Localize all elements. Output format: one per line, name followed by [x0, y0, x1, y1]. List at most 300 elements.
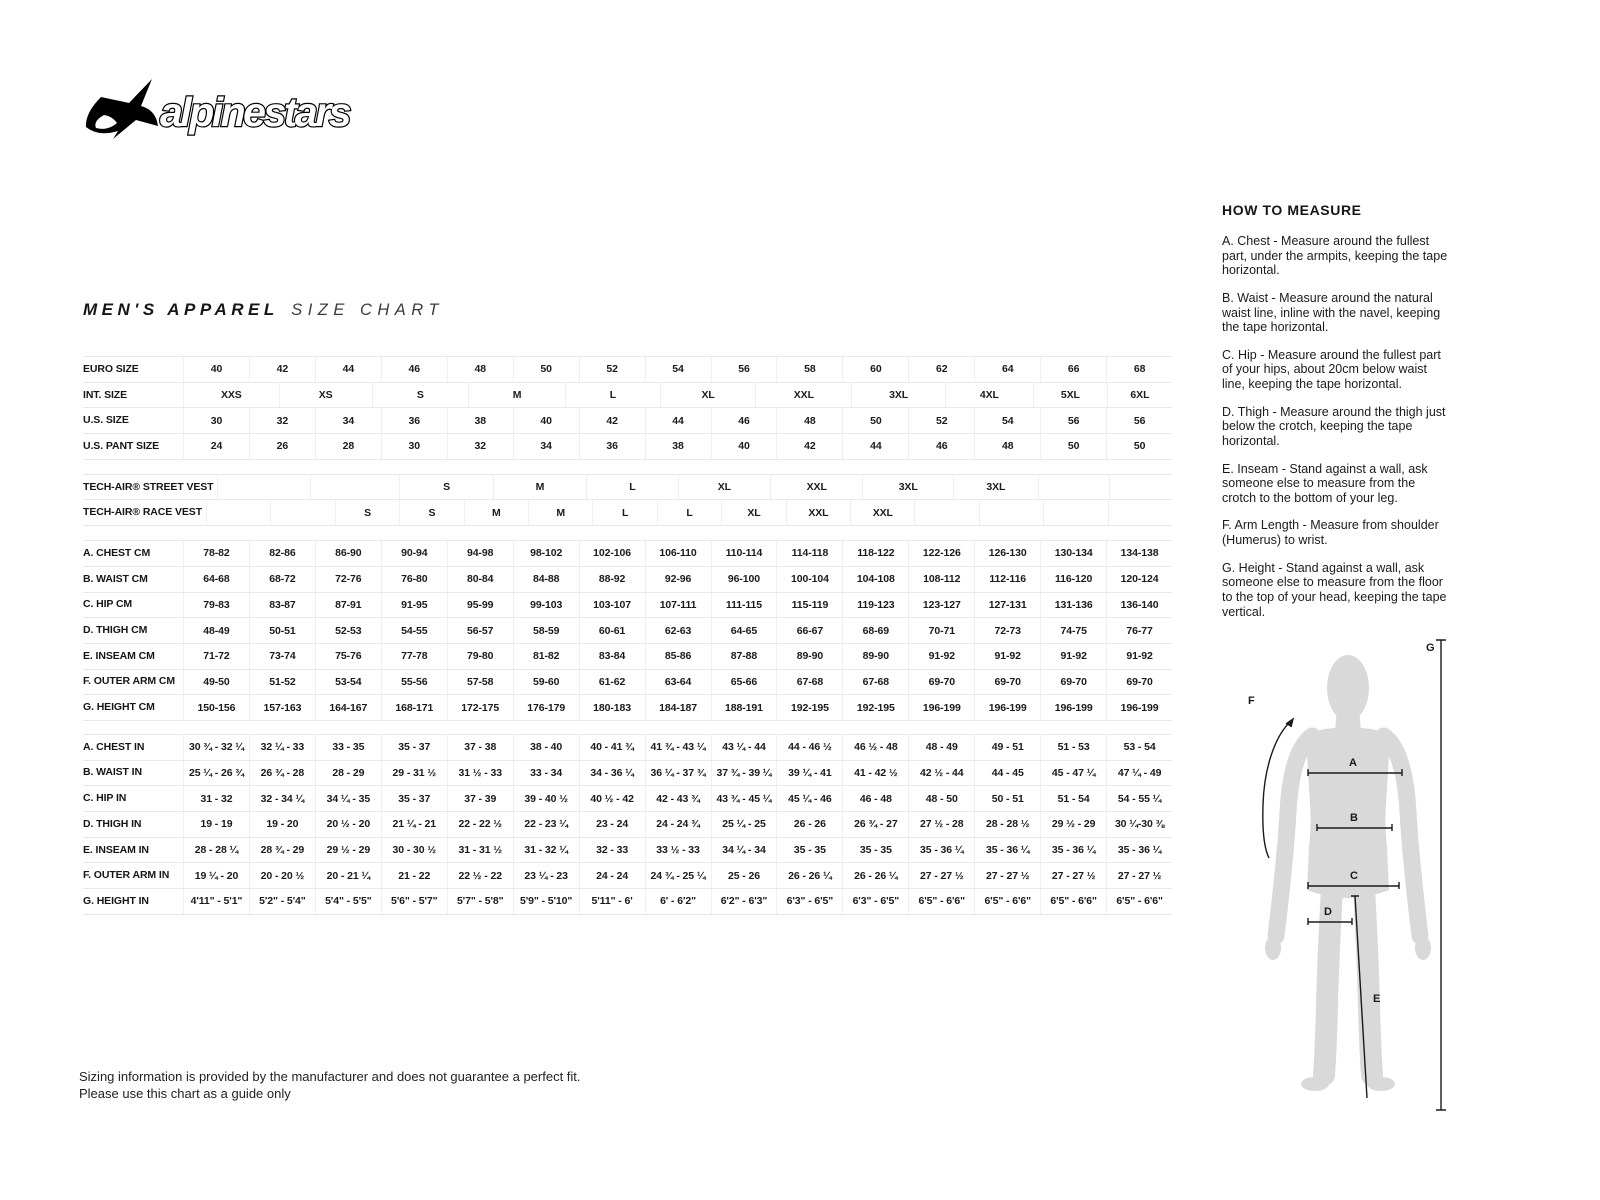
size-cell: 50 - 51	[974, 786, 1040, 811]
size-cell: 47 ¼ - 49	[1106, 761, 1172, 786]
size-cell: 54 - 55 ¼	[1106, 786, 1172, 811]
size-cell: 35 - 35	[776, 838, 842, 863]
size-cell: 72-73	[974, 618, 1040, 643]
size-cell: M	[493, 475, 586, 500]
size-cell: 73-74	[249, 644, 315, 669]
size-cell: 29 ½ - 29	[1040, 812, 1106, 837]
size-cell: 75-76	[315, 644, 381, 669]
size-cell: 50-51	[249, 618, 315, 643]
size-cell: 35 - 36 ¼	[974, 838, 1040, 863]
size-cell: 48 - 50	[908, 786, 974, 811]
size-cell: 5'11" - 6'	[579, 889, 645, 914]
size-cell: 20 - 20 ½	[249, 863, 315, 888]
table-row	[83, 408, 1172, 434]
size-cell: 38	[447, 408, 513, 433]
size-cell: 130-134	[1040, 541, 1106, 566]
size-cell: 44 - 46 ½	[776, 735, 842, 760]
diagram-label-chest: A	[1349, 757, 1357, 769]
size-cell: 30	[183, 408, 249, 433]
footer-line-2: Please use this chart as a guide only	[79, 1085, 291, 1101]
measure-instruction: B. Waist - Measure around the natural waist line, inline with the navel, keeping the tape horizontal.	[1222, 290, 1441, 335]
size-cell: 19 ¼ - 20	[183, 863, 249, 888]
size-cell: 42	[579, 408, 645, 433]
size-cell: 99-103	[513, 593, 579, 618]
size-cell: 4'11" - 5'1"	[183, 889, 249, 914]
size-cell: 6'2" - 6'3"	[711, 889, 777, 914]
row-label: TECH-AIR® RACE VEST	[83, 506, 203, 519]
size-cell: 30 - 30 ½	[381, 838, 447, 863]
size-cell: 4XL	[945, 383, 1033, 408]
size-cell: 56	[1040, 408, 1106, 433]
table-row	[83, 540, 1172, 567]
size-cell: 134-138	[1106, 541, 1172, 566]
size-cell: 40 - 41 ¾	[579, 735, 645, 760]
measure-instruction: F. Arm Length - Measure from shoulder (Humerus) to wrist.	[1222, 518, 1439, 547]
size-cell: 28 - 28 ½	[974, 812, 1040, 837]
size-cell: 40	[513, 408, 579, 433]
size-cell: 59-60	[513, 670, 579, 695]
size-cell: 34	[513, 434, 579, 459]
size-cell: 119-123	[842, 593, 908, 618]
size-cell: 28 - 29	[315, 761, 381, 786]
size-cell: 27 - 27 ½	[974, 863, 1040, 888]
size-cell: 67-68	[776, 670, 842, 695]
size-cell: 180-183	[579, 695, 645, 720]
size-cell: S	[399, 500, 463, 525]
row-label: D. THIGH CM	[83, 624, 148, 637]
size-cell: XXL	[755, 383, 851, 408]
row-label: E. INSEAM IN	[83, 843, 149, 856]
size-cell: 3XL	[862, 475, 953, 500]
size-cell: 87-91	[315, 593, 381, 618]
table-row	[83, 889, 1172, 915]
size-cell: 46 - 48	[842, 786, 908, 811]
size-cell: 6'3" - 6'5"	[842, 889, 908, 914]
table-row	[83, 838, 1172, 864]
size-cell: 98-102	[513, 541, 579, 566]
row-label: INT. SIZE	[83, 388, 128, 401]
size-cell: 30	[381, 434, 447, 459]
size-cell: L	[657, 500, 721, 525]
size-cell: 31 - 31 ½	[447, 838, 513, 863]
size-cell: 103-107	[579, 593, 645, 618]
size-cell: 87-88	[711, 644, 777, 669]
diagram-label-inseam: E	[1373, 993, 1381, 1005]
size-cell: 65-66	[711, 670, 777, 695]
size-cell: 112-116	[974, 567, 1040, 592]
table-block-header	[83, 356, 1172, 460]
size-cell: 82-86	[249, 541, 315, 566]
size-cell: 3XL	[851, 383, 945, 408]
size-cell: 50	[842, 408, 908, 433]
size-cell: 6'5" - 6'6"	[1040, 889, 1106, 914]
size-cell: 32	[249, 408, 315, 433]
size-cell: 91-92	[974, 644, 1040, 669]
table-row	[83, 786, 1172, 812]
size-cell: 95-99	[447, 593, 513, 618]
size-cell: 25 ¼ - 25	[711, 812, 777, 837]
table-row	[83, 695, 1172, 721]
row-label: C. HIP CM	[83, 598, 133, 611]
size-cell: S	[372, 383, 469, 408]
size-cell: 104-108	[842, 567, 908, 592]
size-cell: 122-126	[908, 541, 974, 566]
size-cell: 48	[776, 408, 842, 433]
size-cell: 37 - 38	[447, 735, 513, 760]
size-cell: 52-53	[315, 618, 381, 643]
size-cell: 196-199	[908, 695, 974, 720]
size-cell: 74-75	[1040, 618, 1106, 643]
title-secondary: SIZE CHART	[291, 301, 444, 319]
size-cell: 94-98	[447, 541, 513, 566]
size-cell: 45 - 47 ¼	[1040, 761, 1106, 786]
size-cell: 39 - 40 ½	[513, 786, 579, 811]
size-cell: 35 - 36 ¼	[908, 838, 974, 863]
size-cell: 25 ¼ - 26 ¾	[183, 761, 249, 786]
size-cell: 5'7" - 5'8"	[447, 889, 513, 914]
size-cell: 107-111	[645, 593, 711, 618]
size-cell: 90-94	[381, 541, 447, 566]
size-cell: 69-70	[908, 670, 974, 695]
size-cell: 35 - 35	[842, 838, 908, 863]
size-cell: 69-70	[974, 670, 1040, 695]
size-cell: 24 - 24 ¾	[645, 812, 711, 837]
size-cell: 26 ¾ - 28	[249, 761, 315, 786]
size-cell: 6'5" - 6'6"	[908, 889, 974, 914]
size-cell: 49-50	[183, 670, 249, 695]
size-cell: 19 - 19	[183, 812, 249, 837]
size-cell: 192-195	[776, 695, 842, 720]
table-row	[83, 670, 1172, 696]
size-cell: M	[528, 500, 592, 525]
size-cell: 5XL	[1033, 383, 1107, 408]
size-cell: 20 - 21 ¼	[315, 863, 381, 888]
size-cell: 44	[842, 434, 908, 459]
size-cell: 42 - 43 ¾	[645, 786, 711, 811]
size-cell: 67-68	[842, 670, 908, 695]
size-cell: 30 ¾ - 32 ¼	[183, 735, 249, 760]
size-cell: 48 - 49	[908, 735, 974, 760]
size-cell: 41 - 42 ½	[842, 761, 908, 786]
size-cell: 6' - 6'2"	[645, 889, 711, 914]
size-cell: 127-131	[974, 593, 1040, 618]
size-cell: 188-191	[711, 695, 777, 720]
size-cell: 24	[183, 434, 249, 459]
size-cell: 27 - 27 ½	[908, 863, 974, 888]
size-cell: 92-96	[645, 567, 711, 592]
size-cell: 27 - 27 ½	[1040, 863, 1106, 888]
size-cell: 46	[908, 434, 974, 459]
size-cell: 89-90	[776, 644, 842, 669]
size-cell: 60	[842, 357, 908, 382]
size-cell: 44 - 45	[974, 761, 1040, 786]
size-cell: 50	[513, 357, 579, 382]
table-row	[83, 593, 1172, 619]
size-cell: 26 - 26	[776, 812, 842, 837]
size-cell: 71-72	[183, 644, 249, 669]
size-cell: 45 ¼ - 46	[776, 786, 842, 811]
size-cell: XXS	[183, 383, 279, 408]
how-to-measure-panel	[1222, 202, 1450, 632]
size-cell: 88-92	[579, 567, 645, 592]
size-cell: XXL	[770, 475, 862, 500]
row-label: F. OUTER ARM CM	[83, 675, 176, 688]
size-cell: 43 ¾ - 45 ¼	[711, 786, 777, 811]
size-cell: 64	[974, 357, 1040, 382]
size-cell: 56	[711, 357, 777, 382]
size-cell: 20 ½ - 20	[315, 812, 381, 837]
size-cell: 24 - 24	[579, 863, 645, 888]
size-cell: 79-80	[447, 644, 513, 669]
size-cell: 23 - 24	[579, 812, 645, 837]
table-row	[83, 863, 1172, 889]
size-cell: 168-171	[381, 695, 447, 720]
size-cell: 31 - 32	[183, 786, 249, 811]
size-cell: 6'5" - 6'6"	[1106, 889, 1172, 914]
size-cell	[206, 500, 270, 525]
size-cell: 34 ¼ - 34	[711, 838, 777, 863]
size-cell: 36	[579, 434, 645, 459]
size-cell: 157-163	[249, 695, 315, 720]
size-cell: 172-175	[447, 695, 513, 720]
size-cell: 5'4" - 5'5"	[315, 889, 381, 914]
size-cell: 53-54	[315, 670, 381, 695]
size-cell: 100-104	[776, 567, 842, 592]
size-cell: 21 - 22	[381, 863, 447, 888]
size-cell: 110-114	[711, 541, 777, 566]
size-cell: 37 - 39	[447, 786, 513, 811]
table-row	[83, 618, 1172, 644]
size-cell: 29 ½ - 29	[315, 838, 381, 863]
size-cell: 22 - 22 ½	[447, 812, 513, 837]
size-cell: 131-136	[1040, 593, 1106, 618]
size-cell: 36	[381, 408, 447, 433]
size-cell	[1108, 500, 1172, 525]
size-cell: 42 ½ - 44	[908, 761, 974, 786]
size-cell: 120-124	[1106, 567, 1172, 592]
size-cell: 6'3" - 6'5"	[776, 889, 842, 914]
size-cell: 48	[974, 434, 1040, 459]
size-cell: 56-57	[447, 618, 513, 643]
size-cell: 21 ¼ - 21	[381, 812, 447, 837]
size-cell: 89-90	[842, 644, 908, 669]
size-cell: 196-199	[1106, 695, 1172, 720]
size-cell: 80-84	[447, 567, 513, 592]
table-row	[83, 644, 1172, 670]
size-cell	[1043, 500, 1107, 525]
size-cell: 28	[315, 434, 381, 459]
size-cell: 115-119	[776, 593, 842, 618]
size-cell: 35 - 37	[381, 786, 447, 811]
size-cell: 55-56	[381, 670, 447, 695]
size-cell: L	[586, 475, 677, 500]
diagram-label-hip: C	[1350, 870, 1358, 882]
size-cell: 26 - 26 ¼	[842, 863, 908, 888]
size-cell: 46	[711, 408, 777, 433]
size-cell: 68-72	[249, 567, 315, 592]
size-cell: 44	[315, 357, 381, 382]
size-cell: 79-83	[183, 593, 249, 618]
size-cell: XXL	[786, 500, 850, 525]
measure-instruction: A. Chest - Measure around the fullest part, under the armpits, keeping the tape horizontal.	[1222, 234, 1448, 278]
size-cell: 72-76	[315, 567, 381, 592]
row-label: U.S. PANT SIZE	[83, 439, 159, 452]
size-cell: 46 ½ - 48	[842, 735, 908, 760]
table-row	[83, 356, 1172, 383]
size-cell: 91-92	[1106, 644, 1172, 669]
size-cell	[914, 500, 978, 525]
table-row	[83, 434, 1172, 460]
size-cell: 57-58	[447, 670, 513, 695]
size-cell	[310, 475, 400, 500]
size-cell: 58	[776, 357, 842, 382]
size-cell: 69-70	[1106, 670, 1172, 695]
size-cell: 32	[447, 434, 513, 459]
table-row	[83, 734, 1172, 761]
table-row	[83, 500, 1172, 526]
size-cell: 38 - 40	[513, 735, 579, 760]
diagram-label-waist: B	[1350, 812, 1358, 824]
diagram-label-thigh: D	[1324, 906, 1332, 918]
size-cell: 69-70	[1040, 670, 1106, 695]
size-cell: 32 - 34 ¼	[249, 786, 315, 811]
size-cell	[217, 475, 309, 500]
size-cell: 26	[249, 434, 315, 459]
size-cell: XL	[721, 500, 785, 525]
size-cell: 29 - 31 ½	[381, 761, 447, 786]
row-label: C. HIP IN	[83, 792, 127, 805]
footer-note	[79, 1069, 581, 1102]
size-cell: 70-71	[908, 618, 974, 643]
size-cell: 77-78	[381, 644, 447, 669]
size-cell: 118-122	[842, 541, 908, 566]
size-cell: 48-49	[183, 618, 249, 643]
table-row	[83, 474, 1172, 501]
size-cell: 32 - 33	[579, 838, 645, 863]
measure-instruction: C. Hip - Measure around the fullest part of your hips, about 20cm below waist line, keeping the tape horizontal.	[1222, 347, 1441, 391]
size-cell: 54	[645, 357, 711, 382]
size-cell: 85-86	[645, 644, 711, 669]
size-cell: 114-118	[776, 541, 842, 566]
title-primary: MEN'S APPAREL	[83, 300, 279, 319]
size-cell: 28 ¾ - 29	[249, 838, 315, 863]
size-cell: 35 - 36 ¼	[1106, 838, 1172, 863]
size-cell: 25 - 26	[711, 863, 777, 888]
size-cell: XS	[279, 383, 372, 408]
size-cell: 5'9" - 5'10"	[513, 889, 579, 914]
alpinestars-logo	[84, 78, 352, 140]
row-label: TECH-AIR® STREET VEST	[83, 480, 214, 493]
size-cell: 60-61	[579, 618, 645, 643]
size-cell: 26 - 26 ¼	[776, 863, 842, 888]
row-label: EURO SIZE	[83, 362, 139, 375]
size-cell: 24 ¾ - 25 ¼	[645, 863, 711, 888]
size-cell: 34 - 36 ¼	[579, 761, 645, 786]
size-cell: 126-130	[974, 541, 1040, 566]
size-cell: 50	[1040, 434, 1106, 459]
size-cell: 54	[974, 408, 1040, 433]
size-cell: 184-187	[645, 695, 711, 720]
row-label: F. OUTER ARM IN	[83, 869, 170, 882]
size-cell: 78-82	[183, 541, 249, 566]
size-cell: 37 ¾ - 39 ¼	[711, 761, 777, 786]
size-cell: 52	[579, 357, 645, 382]
size-cell: 96-100	[711, 567, 777, 592]
size-cell: 64-65	[711, 618, 777, 643]
size-cell: M	[464, 500, 528, 525]
size-cell: 136-140	[1106, 593, 1172, 618]
size-cell: M	[468, 383, 565, 408]
size-cell: 5'2" - 5'4"	[249, 889, 315, 914]
body-measurement-diagram	[1238, 620, 1456, 1118]
size-cell: 38	[645, 434, 711, 459]
size-cell: 33 ½ - 33	[645, 838, 711, 863]
size-cell: 62	[908, 357, 974, 382]
size-cell: 41 ¾ - 43 ¼	[645, 735, 711, 760]
size-cell: 66	[1040, 357, 1106, 382]
size-cell: 106-110	[645, 541, 711, 566]
size-cell: 39 ¼ - 41	[776, 761, 842, 786]
size-cell: 86-90	[315, 541, 381, 566]
size-cell: 51 - 53	[1040, 735, 1106, 760]
size-cell: 35 - 36 ¼	[1040, 838, 1106, 863]
size-cell: 3XL	[953, 475, 1038, 500]
row-label: U.S. SIZE	[83, 414, 129, 427]
row-label: A. CHEST CM	[83, 546, 151, 559]
size-cell: 40	[183, 357, 249, 382]
table-row	[83, 383, 1172, 409]
size-cell: 84-88	[513, 567, 579, 592]
size-cell: XXL	[850, 500, 914, 525]
logo-wordmark: alpinestars	[160, 89, 349, 135]
size-cell: 40 ½ - 42	[579, 786, 645, 811]
size-cell: 116-120	[1040, 567, 1106, 592]
size-cell: 42	[249, 357, 315, 382]
size-cell: 6'5" - 6'6"	[974, 889, 1040, 914]
how-to-measure-title: HOW TO MEASURE	[1222, 202, 1362, 218]
size-cell: 46	[381, 357, 447, 382]
size-cell: 36 ¼ - 37 ¾	[645, 761, 711, 786]
size-cell: 33 - 35	[315, 735, 381, 760]
size-cell: 68	[1106, 357, 1172, 382]
size-cell: 56	[1106, 408, 1172, 433]
size-cell: 5'6" - 5'7"	[381, 889, 447, 914]
size-cell: 61-62	[579, 670, 645, 695]
size-cell: 31 ½ - 33	[447, 761, 513, 786]
size-cell: 35 - 37	[381, 735, 447, 760]
size-cell: 43 ¼ - 44	[711, 735, 777, 760]
footer-line-1: Sizing information is provided by the manufacturer and does not guarantee a perfect fit.	[79, 1069, 581, 1084]
size-cell: 50	[1106, 434, 1172, 459]
measure-instruction: E. Inseam - Stand against a wall, ask someone else to measure from the crotch to the bottom of your leg.	[1222, 461, 1428, 505]
size-cell: 27 ½ - 28	[908, 812, 974, 837]
measure-line-height	[1436, 640, 1446, 1110]
size-cell: 27 - 27 ½	[1106, 863, 1172, 888]
size-cell	[1109, 475, 1172, 500]
size-cell: 62-63	[645, 618, 711, 643]
size-cell	[979, 500, 1043, 525]
astar-icon	[86, 79, 158, 139]
size-cell: 51-52	[249, 670, 315, 695]
row-label: A. CHEST IN	[83, 740, 145, 753]
size-cell: 32 ¼ - 33	[249, 735, 315, 760]
row-label: D. THIGH IN	[83, 817, 142, 830]
size-cell: 108-112	[908, 567, 974, 592]
size-cell: 68-69	[842, 618, 908, 643]
row-label: B. WAIST CM	[83, 572, 148, 585]
size-cell: 49 - 51	[974, 735, 1040, 760]
size-cell: 26 ¾ - 27	[842, 812, 908, 837]
